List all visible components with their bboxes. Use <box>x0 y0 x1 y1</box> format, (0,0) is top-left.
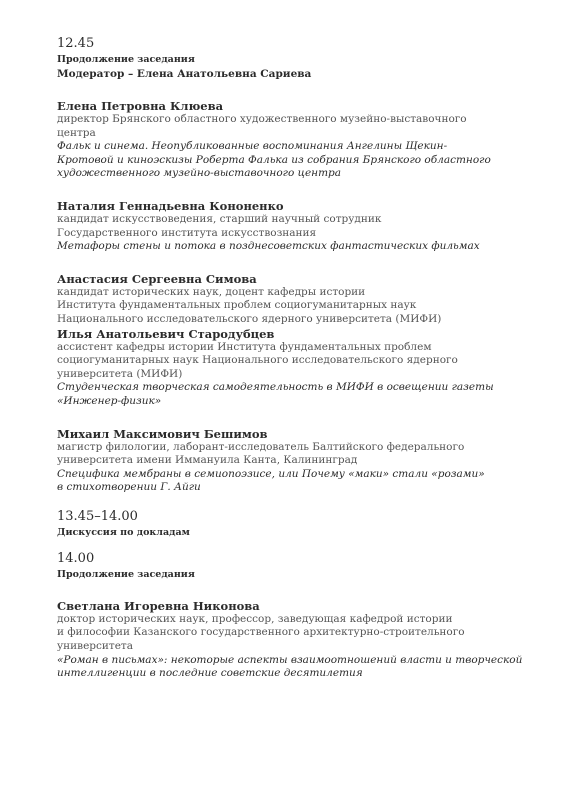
speaker-affiliation <box>57 341 527 382</box>
session-header <box>57 551 527 581</box>
speaker-affiliation <box>57 286 527 327</box>
title-line: интеллигенции в последние советские десятилетия <box>57 667 363 680</box>
affiliation-line: и философии Казанского государственного архитектурно-строительного <box>57 626 465 639</box>
title-line: Студенческая творческая самодеятельность в МИФИ в освещении газеты <box>57 381 494 394</box>
speaker-affiliation <box>57 113 527 140</box>
affiliation-line: центра <box>57 126 96 139</box>
speaker-name: Наталия Геннадьевна Кононенко <box>57 198 284 213</box>
affiliation-line: социогуманитарных наук Национального исследовательского ядерного <box>57 354 458 367</box>
speaker-entry <box>57 599 527 681</box>
affiliation-line: университета имени Иммануила Канта, Калининград <box>57 454 358 467</box>
speaker-name: Михаил Максимович Бешимов <box>57 426 268 441</box>
speaker-affiliation <box>57 613 527 654</box>
session-label: Продолжение заседания <box>57 568 195 580</box>
speaker-affiliation <box>57 213 527 240</box>
affiliation-line: кандидат искусствоведения, старший научный сотрудник <box>57 212 382 225</box>
affiliation-line: директор Брянского областного художественного музейно-выставочного <box>57 113 467 125</box>
discussion-time: 13.45–14.00 <box>57 508 138 524</box>
title-line: Кротовой и киноэскизы Роберта Фалька из собрания Брянского областного <box>57 153 491 166</box>
affiliation-line: магистр филологии, лаборант-исследователь Балтийского федерального <box>57 440 465 453</box>
title-line: художественного музейно-выставочного центра <box>57 167 342 180</box>
title-line: в стихотворении Г. Айги <box>57 481 201 494</box>
affiliation-line: Института фундаментальных проблем социогуманитарных наук <box>57 299 417 312</box>
session-time: 12.45 <box>57 36 95 51</box>
title-line: «Инженер-физик» <box>57 394 162 407</box>
speaker-name: Анастасия Сергеевна Симова <box>57 271 257 286</box>
speaker-name: Светлана Игоревна Никонова <box>57 598 260 613</box>
discussion-block <box>57 509 527 539</box>
discussion-label: Дискуссия по докладам <box>57 526 190 538</box>
moderator-line: Модератор – Елена Анатольевна Сариева <box>57 68 312 80</box>
affiliation-line: Государственного института искусствознания <box>57 226 317 239</box>
affiliation-line: доктор исторических наук, профессор, заведующая кафедрой истории <box>57 612 453 625</box>
speaker-entry <box>57 99 527 181</box>
session-header <box>57 36 527 81</box>
speaker-entry <box>57 272 527 327</box>
affiliation-line: университета <box>57 640 133 653</box>
title-line: Фальк и синема. Неопубликованные воспоминания Ангелины Щекин- <box>57 140 448 153</box>
talk-title <box>57 654 527 681</box>
session-label: Продолжение заседания <box>57 54 195 65</box>
title-line: Специфика мембраны в семиопоэзисе, или Почему «маки» стали «розами» <box>57 467 485 480</box>
session-time: 14.00 <box>57 550 95 566</box>
speaker-entry <box>57 327 527 409</box>
title-line: Метафоры стены и потока в позднесоветских фантастических фильмах <box>57 240 480 253</box>
affiliation-line: Национального исследовательского ядерного университета (МИФИ) <box>57 312 442 325</box>
speaker-entry <box>57 199 527 254</box>
talk-title <box>57 381 527 408</box>
talk-title <box>57 140 527 181</box>
speaker-name: Илья Анатольевич Стародубцев <box>57 326 275 341</box>
speaker-name: Елена Петровна Клюева <box>57 99 224 113</box>
title-line: «Роман в письмах»: некоторые аспекты взаимоотношений власти и творческой <box>57 653 523 666</box>
talk-title <box>57 240 527 254</box>
affiliation-line: кандидат исторических наук, доцент кафедры истории <box>57 285 366 298</box>
speaker-affiliation <box>57 441 527 468</box>
affiliation-line: университета (МИФИ) <box>57 367 183 380</box>
affiliation-line: ассистент кафедры истории Института фундаментальных проблем <box>57 340 432 353</box>
talk-title <box>57 468 527 495</box>
speaker-entry <box>57 427 527 495</box>
